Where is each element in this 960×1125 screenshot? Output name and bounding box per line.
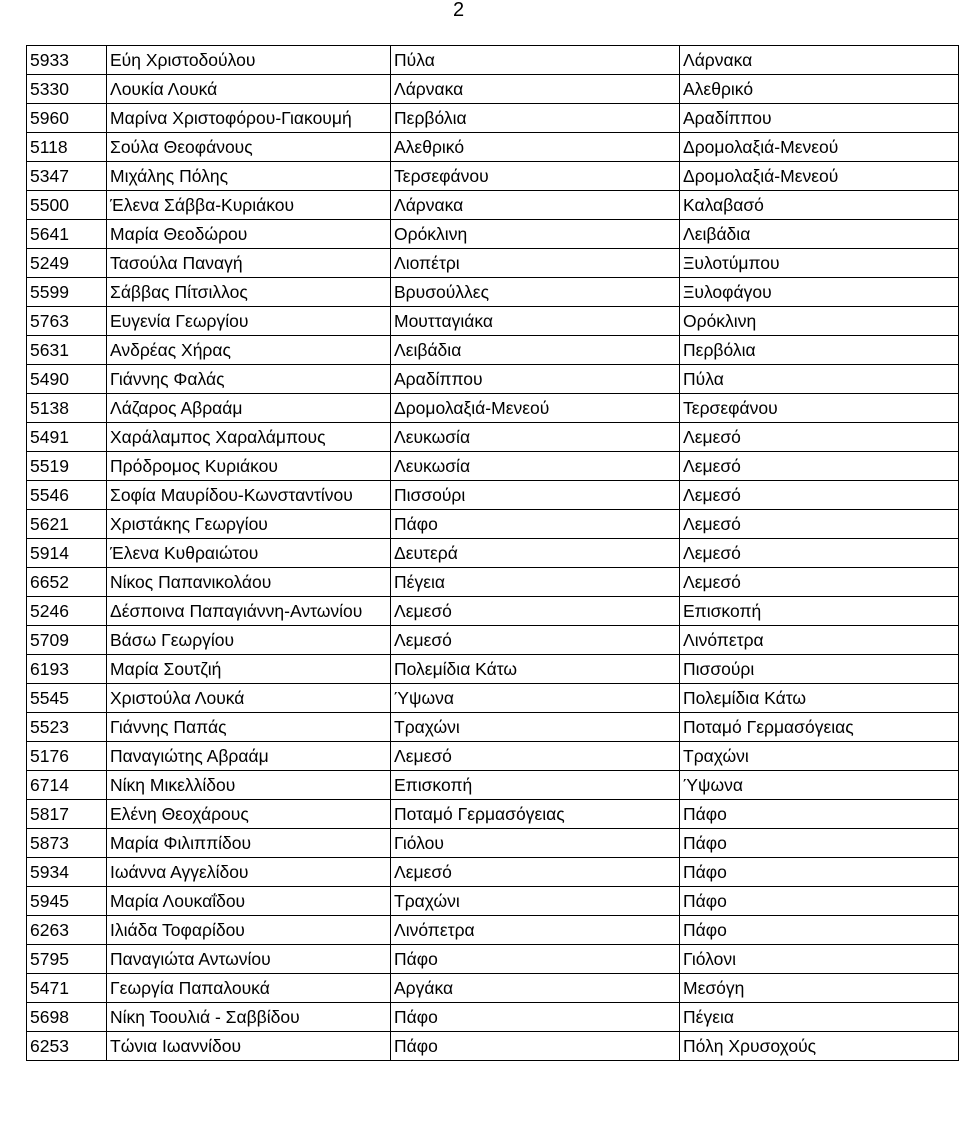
cell-to: Λεμεσό: [680, 510, 959, 539]
cell-from: Πάφο: [391, 1003, 680, 1032]
cell-id: 5960: [27, 104, 107, 133]
table-row: [27, 104, 959, 133]
cell-name: Βάσω Γεωργίου: [107, 626, 391, 655]
cell-name: Χριστάκης Γεωργίου: [107, 510, 391, 539]
cell-to: Ποταμό Γερμασόγειας: [680, 713, 959, 742]
cell-name: Πρόδρομος Κυριάκου: [107, 452, 391, 481]
table-row: [27, 46, 959, 75]
cell-from: Πάφο: [391, 945, 680, 974]
cell-name: Μαρία Σουτζιή: [107, 655, 391, 684]
cell-to: Λεμεσό: [680, 452, 959, 481]
cell-to: Περβόλια: [680, 336, 959, 365]
cell-from: Βρυσούλλες: [391, 278, 680, 307]
cell-to: Μεσόγη: [680, 974, 959, 1003]
cell-to: Γιόλονι: [680, 945, 959, 974]
cell-to: Καλαβασό: [680, 191, 959, 220]
cell-name: Νίκη Μικελλίδου: [107, 771, 391, 800]
cell-from: Δευτερά: [391, 539, 680, 568]
cell-to: Πάφο: [680, 916, 959, 945]
cell-name: Μαρία Λουκαΐδου: [107, 887, 391, 916]
table-row: [27, 742, 959, 771]
table-row: [27, 626, 959, 655]
cell-id: 5709: [27, 626, 107, 655]
cell-from: Αλεθρικό: [391, 133, 680, 162]
cell-name: Έλενα Σάββα-Κυριάκου: [107, 191, 391, 220]
cell-from: Αραδίππου: [391, 365, 680, 394]
cell-to: Λινόπετρα: [680, 626, 959, 655]
table-row: [27, 452, 959, 481]
cell-id: 5945: [27, 887, 107, 916]
cell-name: Εύη Χριστοδούλου: [107, 46, 391, 75]
cell-from: Μουτταγιάκα: [391, 307, 680, 336]
cell-id: 5698: [27, 1003, 107, 1032]
cell-name: Γιάννης Παπάς: [107, 713, 391, 742]
cell-id: 5599: [27, 278, 107, 307]
table-row: [27, 220, 959, 249]
cell-to: Πολεμίδια Κάτω: [680, 684, 959, 713]
table-row: [27, 133, 959, 162]
cell-id: 5795: [27, 945, 107, 974]
table-row: [27, 713, 959, 742]
cell-from: Δρομολαξιά-Μενεού: [391, 394, 680, 423]
transfer-table: [26, 45, 959, 1061]
cell-to: Πάφο: [680, 858, 959, 887]
cell-from: Λευκωσία: [391, 452, 680, 481]
cell-id: 5471: [27, 974, 107, 1003]
cell-id: 5763: [27, 307, 107, 336]
cell-to: Λεμεσό: [680, 539, 959, 568]
table-row: [27, 394, 959, 423]
cell-id: 6193: [27, 655, 107, 684]
cell-name: Μιχάλης Πόλης: [107, 162, 391, 191]
cell-name: Σάββας Πίτσιλλος: [107, 278, 391, 307]
cell-id: 5545: [27, 684, 107, 713]
cell-to: Λάρνακα: [680, 46, 959, 75]
cell-name: Ανδρέας Χήρας: [107, 336, 391, 365]
cell-from: Περβόλια: [391, 104, 680, 133]
table-row: [27, 858, 959, 887]
table-row: [27, 655, 959, 684]
cell-to: Ορόκλινη: [680, 307, 959, 336]
cell-id: 5641: [27, 220, 107, 249]
cell-from: Ποταμό Γερμασόγειας: [391, 800, 680, 829]
cell-id: 5817: [27, 800, 107, 829]
cell-from: Λεμεσό: [391, 626, 680, 655]
cell-id: 5347: [27, 162, 107, 191]
cell-name: Γιάννης Φαλάς: [107, 365, 391, 394]
table-row: [27, 568, 959, 597]
cell-from: Πύλα: [391, 46, 680, 75]
cell-id: 5631: [27, 336, 107, 365]
cell-name: Ιωάννα Αγγελίδου: [107, 858, 391, 887]
cell-id: 5138: [27, 394, 107, 423]
cell-from: Λινόπετρα: [391, 916, 680, 945]
cell-to: Ξυλοτύμπου: [680, 249, 959, 278]
cell-name: Παναγιώτα Αντωνίου: [107, 945, 391, 974]
page-number: 2: [453, 0, 465, 21]
table-row: [27, 916, 959, 945]
table-row: [27, 684, 959, 713]
cell-id: 6714: [27, 771, 107, 800]
cell-from: Πάφο: [391, 510, 680, 539]
cell-from: Πάφο: [391, 1032, 680, 1061]
cell-name: Παναγιώτης Αβραάμ: [107, 742, 391, 771]
cell-to: Πόλη Χρυσοχούς: [680, 1032, 959, 1061]
cell-name: Τώνια Ιωαννίδου: [107, 1032, 391, 1061]
cell-name: Ελένη Θεοχάρους: [107, 800, 391, 829]
table-row: [27, 423, 959, 452]
cell-to: Λεμεσό: [680, 423, 959, 452]
cell-id: 5934: [27, 858, 107, 887]
cell-id: 5330: [27, 75, 107, 104]
cell-to: Λεμεσό: [680, 568, 959, 597]
cell-id: 5249: [27, 249, 107, 278]
cell-name: Σοφία Μαυρίδου-Κωνσταντίνου: [107, 481, 391, 510]
cell-from: Λεμεσό: [391, 742, 680, 771]
cell-name: Ιλιάδα Τοφαρίδου: [107, 916, 391, 945]
cell-name: Χριστούλα Λουκά: [107, 684, 391, 713]
cell-to: Πέγεια: [680, 1003, 959, 1032]
table-body: [27, 46, 959, 1061]
table-row: [27, 336, 959, 365]
cell-id: 5523: [27, 713, 107, 742]
cell-to: Τραχώνι: [680, 742, 959, 771]
table-row: [27, 191, 959, 220]
table-row: [27, 974, 959, 1003]
cell-id: 5118: [27, 133, 107, 162]
cell-name: Λουκία Λουκά: [107, 75, 391, 104]
table-row: [27, 597, 959, 626]
cell-from: Επισκοπή: [391, 771, 680, 800]
cell-name: Γεωργία Παπαλουκά: [107, 974, 391, 1003]
table-row: [27, 162, 959, 191]
cell-from: Λάρνακα: [391, 191, 680, 220]
cell-to: Πάφο: [680, 829, 959, 858]
cell-id: 5621: [27, 510, 107, 539]
cell-to: Πισσούρι: [680, 655, 959, 684]
cell-from: Λειβάδια: [391, 336, 680, 365]
cell-id: 5500: [27, 191, 107, 220]
cell-to: Δρομολαξιά-Μενεού: [680, 162, 959, 191]
cell-to: Ύψωνα: [680, 771, 959, 800]
cell-to: Αλεθρικό: [680, 75, 959, 104]
cell-name: Σούλα Θεοφάνους: [107, 133, 391, 162]
cell-to: Πάφο: [680, 800, 959, 829]
cell-to: Επισκοπή: [680, 597, 959, 626]
table-row: [27, 278, 959, 307]
cell-id: 5914: [27, 539, 107, 568]
cell-name: Μαρίνα Χριστοφόρου-Γιακουμή: [107, 104, 391, 133]
cell-to: Λεμεσό: [680, 481, 959, 510]
cell-from: Αργάκα: [391, 974, 680, 1003]
cell-name: Μαρία Φιλιππίδου: [107, 829, 391, 858]
table-row: [27, 771, 959, 800]
table-row: [27, 365, 959, 394]
cell-to: Ξυλοφάγου: [680, 278, 959, 307]
cell-to: Πάφο: [680, 887, 959, 916]
cell-from: Λάρνακα: [391, 75, 680, 104]
cell-from: Ορόκλινη: [391, 220, 680, 249]
cell-id: 5490: [27, 365, 107, 394]
table-row: [27, 829, 959, 858]
cell-name: Νίκη Τοουλιά - Σαββίδου: [107, 1003, 391, 1032]
table-row: [27, 249, 959, 278]
cell-from: Πισσούρι: [391, 481, 680, 510]
cell-from: Γιόλου: [391, 829, 680, 858]
cell-name: Ευγενία Γεωργίου: [107, 307, 391, 336]
table-row: [27, 1032, 959, 1061]
cell-name: Νίκος Παπανικολάου: [107, 568, 391, 597]
cell-id: 6652: [27, 568, 107, 597]
cell-to: Λειβάδια: [680, 220, 959, 249]
cell-id: 5176: [27, 742, 107, 771]
cell-from: Λευκωσία: [391, 423, 680, 452]
cell-to: Αραδίππου: [680, 104, 959, 133]
table-row: [27, 75, 959, 104]
cell-from: Πέγεια: [391, 568, 680, 597]
table-row: [27, 510, 959, 539]
table-row: [27, 1003, 959, 1032]
cell-id: 5873: [27, 829, 107, 858]
cell-to: Δρομολαξιά-Μενεού: [680, 133, 959, 162]
cell-id: 5491: [27, 423, 107, 452]
cell-from: Τερσεφάνου: [391, 162, 680, 191]
cell-id: 5519: [27, 452, 107, 481]
cell-name: Έλενα Κυθραιώτου: [107, 539, 391, 568]
cell-from: Τραχώνι: [391, 887, 680, 916]
cell-name: Λάζαρος Αβραάμ: [107, 394, 391, 423]
cell-name: Χαράλαμπος Χαραλάμπους: [107, 423, 391, 452]
cell-id: 5933: [27, 46, 107, 75]
cell-from: Λιοπέτρι: [391, 249, 680, 278]
cell-to: Πύλα: [680, 365, 959, 394]
cell-to: Τερσεφάνου: [680, 394, 959, 423]
table-row: [27, 307, 959, 336]
cell-from: Λεμεσό: [391, 858, 680, 887]
cell-id: 5546: [27, 481, 107, 510]
table-row: [27, 945, 959, 974]
cell-from: Ύψωνα: [391, 684, 680, 713]
table-row: [27, 481, 959, 510]
cell-from: Πολεμίδια Κάτω: [391, 655, 680, 684]
table-row: [27, 539, 959, 568]
cell-from: Λεμεσό: [391, 597, 680, 626]
cell-name: Μαρία Θεοδώρου: [107, 220, 391, 249]
cell-id: 5246: [27, 597, 107, 626]
table-row: [27, 800, 959, 829]
table-row: [27, 887, 959, 916]
cell-name: Τασούλα Παναγή: [107, 249, 391, 278]
cell-id: 6253: [27, 1032, 107, 1061]
cell-id: 6263: [27, 916, 107, 945]
cell-from: Τραχώνι: [391, 713, 680, 742]
cell-name: Δέσποινα Παπαγιάννη-Αντωνίου: [107, 597, 391, 626]
